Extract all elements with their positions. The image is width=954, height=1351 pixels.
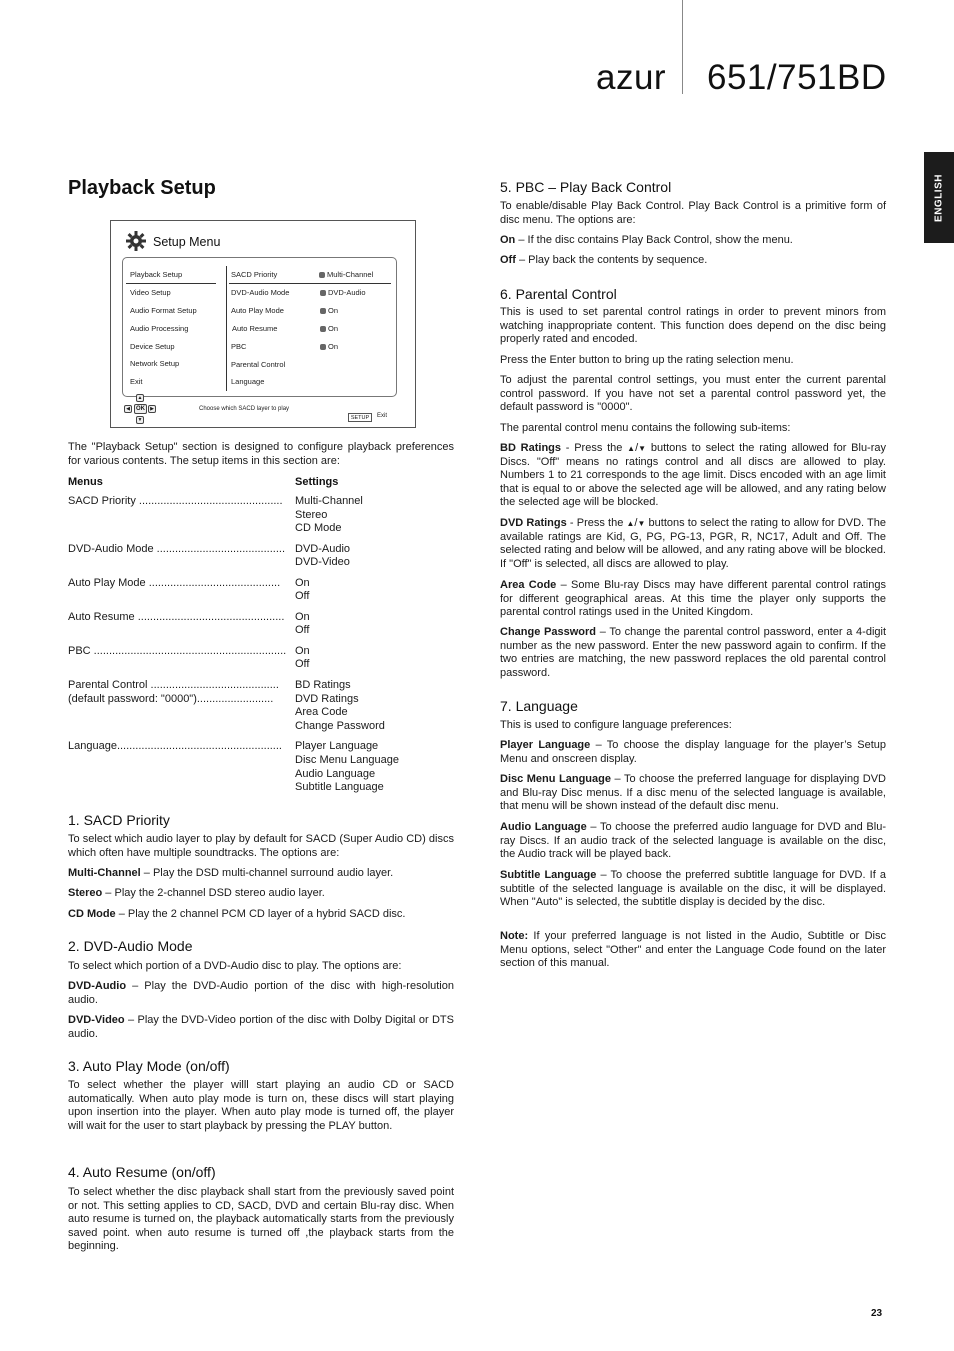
- section-text: To select which portion of a DVD-Audio disc to play. The options are:: [68, 960, 402, 972]
- option-paragraph: CD Mode – Play the 2 channel PCM CD layer of a hybrid SACD disc.: [68, 908, 406, 920]
- table-setting: Stereo: [295, 509, 328, 521]
- menu-right-value: On: [320, 324, 338, 333]
- intro-text: The "Playback Setup" section is designed to configure playback preferences for various contents. The setup items in this section are:: [68, 441, 454, 467]
- table-setting: Audio Language: [295, 768, 376, 780]
- arrow-down-icon: ▼: [137, 417, 143, 423]
- arrow-up-icon: ▲: [626, 519, 635, 528]
- table-menu-cell: SACD Priority ...............................................: [68, 495, 283, 507]
- ok-key: OK: [136, 406, 145, 412]
- table-setting: Subtitle Language: [295, 781, 384, 793]
- option-paragraph: Multi-Channel – Play the DSD multi-channel surround audio layer.: [68, 867, 394, 879]
- section-heading: 7. Language: [500, 698, 578, 714]
- option-icon: [320, 326, 326, 332]
- section-heading: 1. SACD Priority: [68, 812, 170, 828]
- section-text: This is used to configure language preferences:: [500, 719, 732, 731]
- option-paragraph: On – If the disc contains Play Back Control, show the menu.: [500, 234, 793, 246]
- table-setting: Off: [295, 658, 310, 670]
- option-paragraph: DVD-Video – Play the DVD-Video portion of the disc with Dolby Digital or DTS audio.: [68, 1014, 454, 1040]
- table-setting: CD Mode: [295, 522, 342, 534]
- option-paragraph: DVD Ratings - Press the ▲/▼ buttons to select the rating to allow for DVD. The available ratings are Kid, G, PG, PG-13, PGR, R, NC17, Adult and Off. The selected rating and below will be allowed, and any rating above will be blocked. If "Off" is selected, all discs are allowed to play.: [500, 517, 886, 570]
- table-setting: Change Password: [295, 720, 385, 732]
- option-icon: [320, 344, 326, 350]
- option-paragraph: Subtitle Language – To choose the preferred subtitle language for DVD. If a subtitle of the selected language is available on the disc, it will be displayed. When "Auto" is selected, the subtitle display is decided by the disc.: [500, 869, 886, 909]
- option-paragraph: Off – Play back the contents by sequence.: [500, 254, 708, 266]
- language-tab: [924, 152, 954, 243]
- option-paragraph: DVD-Audio – Play the DVD-Audio portion of the disc with high-resolution audio.: [68, 980, 454, 1006]
- table-setting: On: [295, 611, 310, 623]
- table-setting: Disc Menu Language: [295, 754, 399, 766]
- table-setting: Off: [295, 590, 310, 602]
- table-setting: DVD Ratings: [295, 693, 359, 705]
- table-header-settings: Settings: [295, 476, 339, 488]
- header-divider: [682, 0, 683, 94]
- menu-column-divider: [226, 266, 227, 391]
- page-number: 23: [871, 1308, 883, 1319]
- section-heading: 2. DVD-Audio Mode: [68, 938, 193, 954]
- menu-left-item[interactable]: Audio Format Setup: [130, 306, 197, 315]
- menu-left-item[interactable]: Playback Setup: [130, 270, 183, 279]
- table-setting: DVD-Video: [295, 556, 350, 568]
- menu-left-item[interactable]: Audio Processing: [130, 324, 189, 333]
- menu-mid-item[interactable]: Auto Play Mode: [231, 306, 284, 315]
- table-setting: Off: [295, 624, 310, 636]
- arrow-down-icon: ▼: [638, 444, 647, 453]
- setup-key: SETUP: [348, 413, 372, 422]
- option-paragraph: Change Password – To change the parental control password, enter a 4-digit number as the new password. Enter the new password again to confirm. If the two entries are matching, the new password replaces the old parental control password.: [500, 626, 887, 679]
- table-setting: On: [295, 645, 310, 657]
- section-text: This is used to set parental control ratings in order to prevent minors from watching inappropriate content. This function does depend on the disc being properly rated and encoded.: [500, 306, 886, 346]
- table-menu-cell: (default password: "0000").........................: [68, 693, 274, 705]
- option-icon: [319, 272, 325, 278]
- table-setting: Player Language: [295, 740, 379, 752]
- option-icon: [320, 290, 326, 296]
- table-menu-cell: PBC ...............................................................: [68, 645, 287, 657]
- arrow-left-icon: ◀: [124, 405, 132, 413]
- table-menu-cell: Auto Play Mode ...........................................: [68, 577, 281, 589]
- option-paragraph: BD Ratings - Press the ▲/▼ buttons to select the rating allowed for Blu-ray Discs. "Off" means no ratings control and all discs are allowed to play. Numbers 1 to 21 corresponds to the age limit. Discs encoded with an age limit that is equal to or above the selected age will be allowed, and any rating below the selected age will be blocked.: [500, 442, 887, 509]
- option-paragraph: Stereo – Play the 2-channel DSD stereo audio layer.: [68, 887, 325, 899]
- option-paragraph: Audio Language – To choose the preferred audio language for DVD and Blu-ray Discs. If an audio track of the selected language is available on the disc, the Audio track will be played back.: [500, 821, 886, 861]
- menu-mid-item[interactable]: Parental Control: [231, 360, 286, 369]
- arrow-up-icon: ▲: [137, 395, 143, 401]
- section-heading: 3. Auto Play Mode (on/off): [68, 1058, 230, 1074]
- section-heading: 6. Parental Control: [500, 286, 617, 302]
- menu-right-value: Multi-Channel: [319, 270, 373, 279]
- table-setting: Multi-Channel: [295, 495, 363, 507]
- gear-icon: [125, 230, 147, 252]
- setup-menu-title: Setup Menu: [153, 235, 221, 249]
- option-paragraph: Disc Menu Language – To choose the preferred language for displaying DVD and Blu-ray Disc menus. If a disc menu of the selected language is available, that menu will be shown instead of the default disc menu.: [500, 773, 886, 813]
- section-text: The parental control menu contains the following sub-items:: [500, 422, 791, 434]
- model-number: 651/751BD: [707, 58, 887, 97]
- section-text: To select whether the disc playback shall start from the previously saved point or not. This setting applies to CD, SACD, DVD and certain Blu-ray disc. When auto resume is turned on, the playback automatically starts from the previously saved point. when auto resume is turned off ,the playback starts from the beginning.: [68, 1186, 454, 1253]
- arrow-down-icon: ▼: [637, 519, 646, 528]
- exit-hint: Exit: [377, 413, 388, 419]
- table-setting: BD Ratings: [295, 679, 351, 691]
- menu-right-value: DVD-Audio: [320, 288, 366, 297]
- section-text: To enable/disable Play Back Control. Play Back Control is a primitive form of disc menu. The options are:: [500, 200, 886, 226]
- brand-name: azur: [596, 58, 667, 97]
- table-menu-cell: Language......................................................: [68, 740, 282, 752]
- menu-left-item[interactable]: Video Setup: [130, 288, 171, 297]
- arrow-right-icon: ▶: [148, 405, 156, 413]
- section-text: Press the Enter button to bring up the rating selection menu.: [500, 354, 794, 366]
- table-setting: DVD-Audio: [295, 543, 351, 555]
- menu-hint: Choose which SACD layer to play: [199, 406, 290, 412]
- section-text: To select whether the player willl start playing an audio CD or SACD automatically. When auto play mode is turn on, these discs will start playing upon insertion into the player. When auto play mode is turned off, the player will wait for the user to start playback by pressing the PLAY button.: [68, 1079, 454, 1132]
- menu-right-value: On: [320, 342, 338, 351]
- table-setting: On: [295, 577, 310, 589]
- table-header-menus: Menus: [68, 476, 103, 488]
- section-heading: 4. Auto Resume (on/off): [68, 1164, 216, 1180]
- table-menu-cell: Auto Resume ................................................: [68, 611, 285, 623]
- menu-mid-item[interactable]: PBC: [231, 342, 247, 351]
- note-paragraph: Note: If your preferred language is not listed in the Audio, Subtitle or Disc Menu options, select "Other" and enter the Language Code found on the later section of this manual.: [500, 930, 886, 970]
- section-heading: 5. PBC – Play Back Control: [500, 179, 672, 195]
- section-text: To select which audio layer to play by default for SACD (Super Audio CD) discs which often have multiple soundtracks. The options are:: [68, 833, 454, 859]
- table-menu-cell: DVD-Audio Mode ..........................................: [68, 543, 286, 555]
- page-title: Playback Setup: [68, 177, 216, 199]
- menu-left-item[interactable]: Exit: [130, 377, 143, 386]
- menu-right-value: On: [320, 306, 338, 315]
- table-menu-cell: Parental Control ..........................................: [68, 679, 279, 691]
- option-icon: [320, 308, 326, 314]
- option-paragraph: Player Language – To choose the display language for the player’s Setup Menu and onscreen display.: [500, 739, 886, 765]
- menu-mid-item[interactable]: Auto Resume: [232, 324, 278, 333]
- menu-left-item[interactable]: Network Setup: [130, 359, 180, 368]
- menu-mid-item[interactable]: Language: [231, 377, 265, 386]
- table-setting: Area Code: [295, 706, 348, 718]
- menu-left-item[interactable]: Device Setup: [130, 342, 175, 351]
- menu-selection-line-right: [229, 283, 391, 284]
- menu-mid-item[interactable]: SACD Priority: [231, 270, 278, 279]
- menu-mid-item[interactable]: DVD-Audio Mode: [231, 288, 290, 297]
- section-text: To adjust the parental control settings, you must enter the current parental control password. If you have not set a parental control password yet, the default password is "0000".: [500, 374, 886, 414]
- language-tab-label: ENGLISH: [933, 173, 945, 222]
- menu-selection-line: [126, 283, 216, 284]
- option-paragraph: Area Code – Some Blu-ray Discs may have different parental control ratings for different geographical areas. At this time the player only supports the parental control ratings used in the United Kingdom.: [500, 579, 886, 619]
- arrow-up-icon: ▲: [627, 444, 636, 453]
